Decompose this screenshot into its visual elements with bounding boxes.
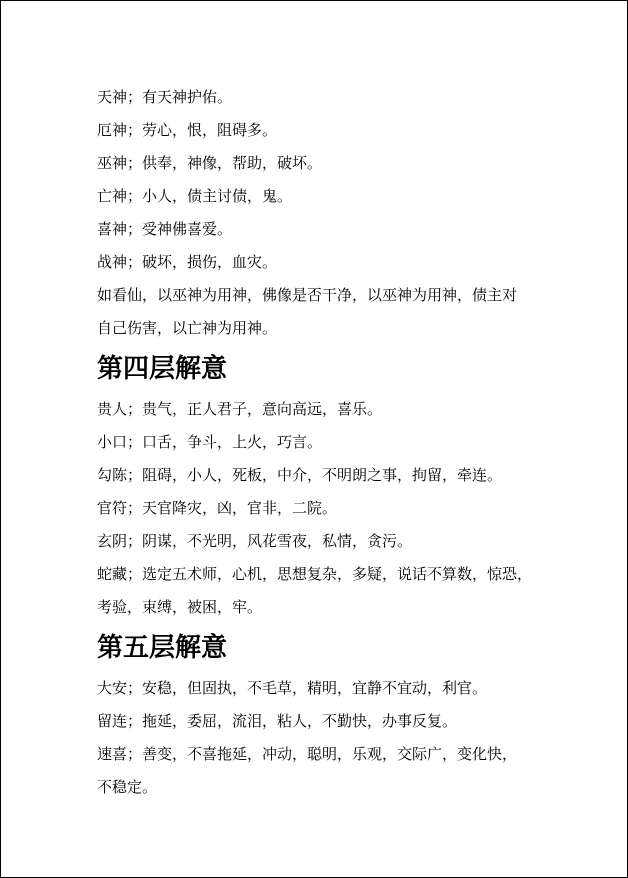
section-third-layer — [97, 81, 557, 345]
text-line-xishen: 喜神；受神佛喜爱。 — [97, 220, 233, 238]
text-line-daan: 大安；安稳，但固执，不毛草，精明，宜静不宜动，利官。 — [97, 679, 488, 697]
text-line-example-1: 如看仙，以巫神为用神，佛像是否干净，以巫神为用神，债主对 — [97, 286, 518, 304]
text-line-suxi-1: 速喜；善变，不喜拖延，冲动，聪明，乐观，交际广，变化快， — [97, 745, 518, 763]
section-fifth-layer — [97, 624, 557, 804]
text-line-suxi-2: 不稳定。 — [97, 778, 158, 796]
text-line-xiaokou: 小口；口舌，争斗，上火，巧言。 — [97, 433, 323, 451]
text-line-wangshen: 亡神；小人，债主讨债，鬼。 — [97, 187, 293, 205]
text-line-tianshen: 天神；有天神护佑。 — [97, 88, 233, 106]
page-content — [97, 81, 557, 804]
text-line-shecang-1: 蛇藏；选定五术师，心机，思想复杂，多疑，说话不算数，惊恐， — [97, 565, 533, 583]
text-line-gouchen: 勾陈；阻碍，小人，死板，中介，不明朗之事，拘留，牵连。 — [97, 466, 503, 484]
text-line-eshen: 厄神；劳心，恨，阻碍多。 — [97, 121, 278, 139]
text-line-liulian: 留连；拖延，委屈，流泪，粘人，不勤快，办事反复。 — [97, 712, 458, 730]
text-line-xuanyin: 玄阴；阴谋，不光明，风花雪夜，私情，贪污。 — [97, 532, 413, 550]
text-line-guanfu: 官符；天官降灾，凶，官非，二院。 — [97, 499, 338, 517]
section-heading-fourth: 第四层解意 — [97, 354, 228, 384]
section-heading-fifth: 第五层解意 — [97, 633, 228, 663]
text-line-example-2: 自己伤害，以亡神为用神。 — [97, 319, 278, 337]
section-fourth-layer — [97, 345, 557, 624]
text-line-wushen: 巫神；供奉，神像，帮助，破坏。 — [97, 154, 323, 172]
text-line-zhanshen: 战神；破坏，损伤，血灾。 — [97, 253, 278, 271]
text-line-shecang-2: 考验，束缚，被困，牢。 — [97, 598, 263, 616]
text-line-guiren: 贵人；贵气，正人君子，意向高远，喜乐。 — [97, 400, 383, 418]
